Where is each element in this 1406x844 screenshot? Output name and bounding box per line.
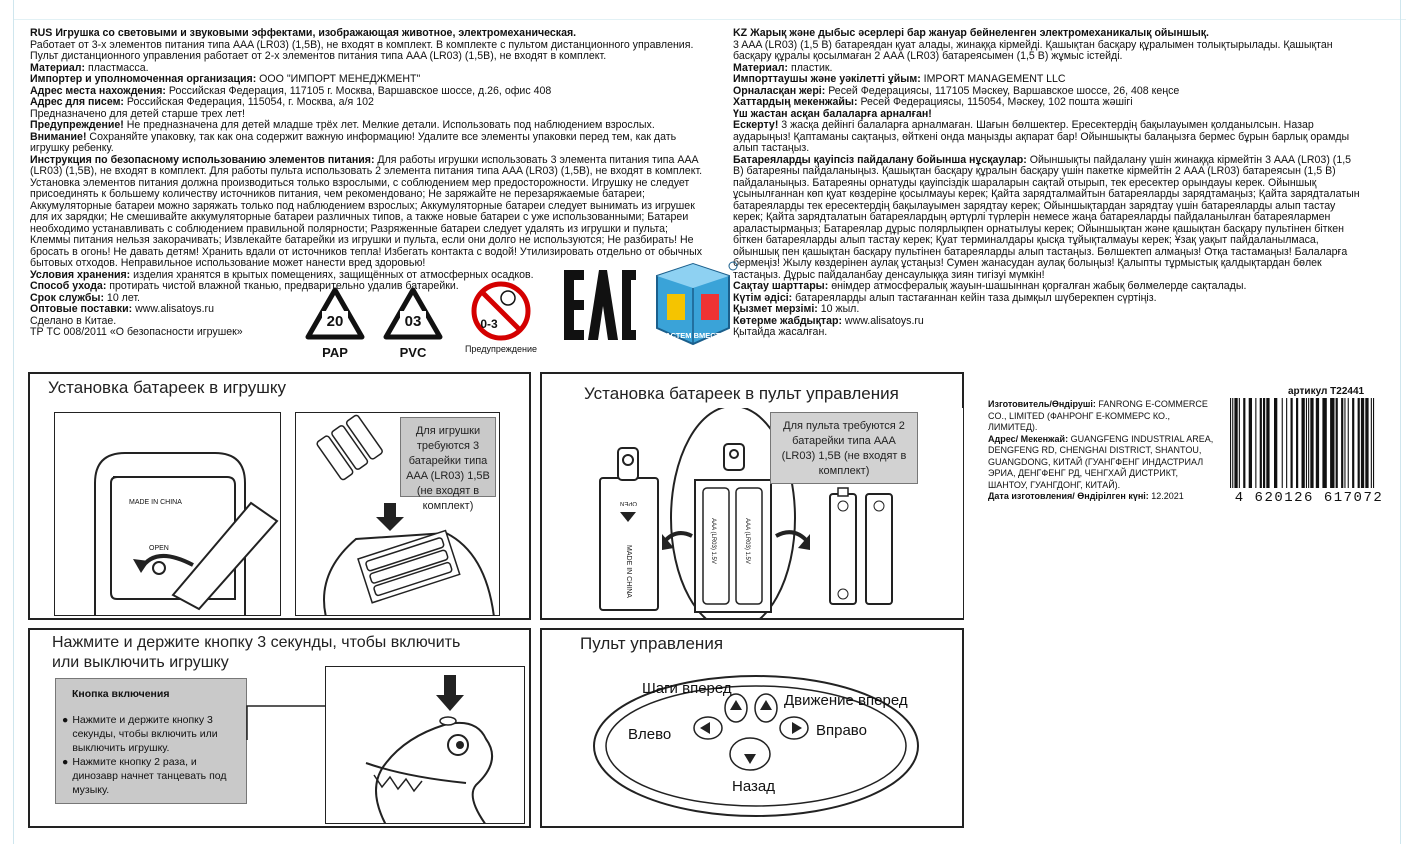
- toy-logo-text: РАСТЕМ ВМЕСТЕ: [660, 331, 726, 340]
- barcode-bar: [1310, 398, 1313, 488]
- kz-line-text: пайдаланыңыз. Батареяны орнатуды қауіпсіздік шараларын сақтай отырып, тек ересектер орындауы керек. Ойыншық: [733, 176, 1317, 189]
- power-bullet-2-text: Нажмите кнопку 2 раза, и динозавр начнет танцевать под музыку.: [72, 756, 227, 796]
- barcode-bar: [1348, 398, 1349, 488]
- ru-line-text: игрушку ребенку.: [30, 142, 114, 154]
- kz-line-text: Ойыншықты пайдалану үшін жинаққа кірмейтін 3 AAA (LR03) (1,5: [1026, 153, 1352, 166]
- kz-line-text: аударыңыз! Қаптаманы сақтаңыз, өйткені онда маңызды ақпарат бар! Ойыншықты балаңызға бермес бұрын барлық орамды: [733, 130, 1350, 143]
- power-bullet-2: ● Нажмите кнопку 2 раза, и динозавр начнет танцевать под музыку.: [62, 755, 240, 797]
- kz-line: [733, 316, 1393, 328]
- ru-line-text: Работает от 3-х элементов питания типа AAA (LR03) (1,5В), не входят в комплект. В комплекте с пультом дистанционного управления.: [30, 38, 694, 51]
- pap-label: PAP: [322, 345, 348, 360]
- kz-line-text: Ресей Федерациясы, 115054, Мәскеу, 102 пошта жәшігі: [857, 96, 1133, 108]
- barcode-bar: [1302, 398, 1305, 488]
- kz-line-bold: Хаттардың мекенжайы:: [733, 96, 858, 108]
- maker-text: FANRONG E-COMMERCE CO., LIMITED (ФАНРОНГ Е-КОММЕРС КО., ЛИМИТЕД).: [988, 399, 1208, 432]
- barcode-bar: [1266, 398, 1269, 488]
- ru-line-bold: Условия хранения:: [30, 268, 131, 281]
- ru-line-text: Пульт дистанционного управления работает от 2-х элементов питания типа AAA (LR03) (1,5В), не входят в комплект.: [30, 50, 607, 62]
- ru-line-text: Российская Федерация, 117105 г. Москва, Варшавское шоссе, д.26, офис 408: [165, 84, 552, 97]
- ru-line-bold: RUS: [30, 28, 53, 39]
- kz-line: [733, 327, 1393, 339]
- ru-line-text: (LR03) (1,5В), не входят в комплект. Для работы пульта использовать 2 элемента питания типа AAA (LR03) (1,5В), не входят в комплект.: [30, 165, 703, 177]
- remote-battery-title: Установка батареек в пульт управления: [584, 384, 899, 403]
- kz-line-bold: KZ: [733, 28, 748, 39]
- toy-battery-cover-illustration: [54, 412, 281, 616]
- power-button-panel: [28, 628, 531, 828]
- barcode: [1226, 398, 1394, 490]
- battery-label-1: AAA (LR03) 1.5V: [709, 518, 716, 564]
- remote-made-in-china-text: MADE IN CHINA: [624, 545, 632, 598]
- remote-control-panel: [540, 628, 964, 828]
- dino-illustration: [325, 666, 525, 824]
- barcode-bar: [1336, 398, 1338, 488]
- barcode-bar: [1274, 398, 1277, 488]
- barcode-bar: [1239, 398, 1240, 488]
- toy-battery-note: Для игрушки требуются 3 батарейки типа AAA (LR03) 1,5В (не входят в комплект): [400, 417, 496, 497]
- ru-line-text: Клеммы питания нельзя закорачивать; Извлекайте батарейки из игрушки и пульта, если они долго не используются; Не разбирать! Не: [30, 234, 694, 246]
- remote-control-title: Пульт управления: [580, 634, 724, 653]
- power-title-line2: или выключить игрушку: [52, 654, 229, 671]
- right-margin-strip: [1400, 0, 1406, 844]
- ru-line-text: бытовых отходов. Неправильное использование может нанести вред здоровью!: [30, 257, 426, 269]
- kz-line-bold: Күтім әдісі:: [733, 291, 793, 304]
- ru-line-text: Установка элементов питания должна производиться только взрослыми, с соблюдением мер предосторожности. Игрушку не следует: [30, 176, 690, 189]
- ru-line-bold: Материал:: [30, 61, 86, 74]
- remote-open-text: OPEN: [620, 500, 638, 506]
- barcode-bar: [1260, 398, 1262, 488]
- ru-line-bold: Способ ухода:: [30, 280, 107, 292]
- ru-line-text: 10 лет.: [103, 291, 140, 304]
- kazakh-text-column: [733, 28, 1393, 339]
- power-info-box: [55, 678, 247, 804]
- kz-line-text: Жарық және дыбыс әсерлері бар жануар бейнеленген электромеханикалық ойыншық.: [747, 28, 1209, 39]
- ru-line-bold: Внимание!: [30, 130, 87, 143]
- right-label: Вправо: [816, 722, 867, 739]
- ru-line-text: ТР ТС 008/2011 «О безопасности игрушек»: [30, 326, 243, 338]
- ru-line-bold: Срок службы:: [30, 291, 104, 304]
- barcode-bar: [1341, 398, 1343, 488]
- kz-line-bold: Қызмет мерзімі:: [733, 303, 818, 315]
- barcode-bar: [1322, 398, 1326, 488]
- ru-line-text: ООО "ИМПОРТ МЕНЕДЖМЕНТ": [256, 73, 421, 85]
- mfg-date-text: 12.2021: [1151, 491, 1184, 501]
- kz-line-text: Қытайда жасалған.: [733, 326, 828, 338]
- maker-label: Изготовитель/Өндіруші:: [988, 399, 1096, 409]
- barcode-bar: [1291, 398, 1293, 488]
- barcode-bar: [1306, 398, 1307, 488]
- eac-mark-icon: [562, 268, 638, 342]
- manufacturer-info: [988, 399, 1218, 503]
- ru-line-bold: Оптовые поставки:: [30, 303, 133, 315]
- ru-line-text: протирать чистой влажной тканью, предварительно удалив батарейки.: [106, 280, 459, 292]
- power-box-title: Кнопка включения: [72, 688, 170, 700]
- kz-line-text: 10 жыл.: [817, 303, 860, 315]
- ru-line-bold: Предупреждение!: [30, 119, 124, 131]
- ru-line-text: Предназначено для детей старше трех лет!: [30, 107, 245, 120]
- kz-line-text: ұсынылғаннан көп қуат көздеріне қосылмауы керек; Қайта зарядталмайтын батареяларды зарядтамаңыз; Қайта зарядталатын: [733, 188, 1360, 200]
- kz-line-bold: Орналасқан жері:: [733, 84, 826, 97]
- ru-line-text: Для работы игрушки использовать 3 элемента питания типа AAA: [374, 153, 699, 166]
- kz-line-text: алып тастаңыз.: [733, 142, 810, 154]
- toy-battery-panel: [28, 372, 531, 620]
- kz-line-bold: Импорттаушы және уәкілетті ұйым:: [733, 73, 921, 85]
- age-warning-icon: [466, 280, 536, 342]
- ru-line-text: Сохраняйте упаковку, так как она содержит важную информацию! Удалите все элементы упаковки перед тем, как дать: [86, 130, 677, 143]
- barcode-bar: [1282, 398, 1283, 488]
- age-label: 0-3: [480, 317, 498, 331]
- barcode-bar: [1365, 398, 1368, 488]
- kz-line-bold: Үш жастан асқан балаларға арналған!: [733, 107, 932, 120]
- barcode-bar: [1308, 398, 1309, 488]
- remote-battery-note: Для пульта требуются 2 батарейки типа AAA (LR03) 1,5В (не входят в комплект): [770, 412, 918, 484]
- kz-line-bold: Көтерме жабдықтар:: [733, 314, 842, 327]
- ru-line-text: присоединять к большему количеству источников питания, чем рекомендовано; Не заряжайте не перезаряжаемые батареи;: [30, 188, 645, 200]
- barcode-bar: [1230, 398, 1231, 488]
- made-in-china-text: MADE IN CHINA: [129, 499, 182, 506]
- ru-line: [30, 132, 730, 144]
- battery-label-2: AAA (LR03) 1.5V: [743, 518, 750, 564]
- ru-line-bold: Импортер и уполномоченная организация:: [30, 73, 257, 85]
- mfg-date-label: Дата изготовления/ Өндірілген күні:: [988, 491, 1149, 501]
- age-caption: Предупреждение: [464, 344, 538, 354]
- kz-line-text: B) батареяны пайдаланыңыз. Қашықтан басқару құралын басқару үшін пакетке кірмейтін 2 AAA (LR03) батареясын (1,5 B): [733, 165, 1336, 177]
- barcode-bar: [1296, 398, 1298, 488]
- power-bullet-1-text: Нажмите и держите кнопку 3 секунды, чтобы включить или выключить игрушку.: [72, 714, 218, 754]
- toy-battery-title: Установка батареек в игрушку: [48, 378, 287, 397]
- kz-line-text: IMPORT MANAGEMENT LLC: [920, 73, 1066, 85]
- barcode-bar: [1234, 398, 1237, 488]
- address-text: GUANGFENG INDUSTRIAL AREA, DENGFENG RD, CHENGHAI DISTRICT, SHANTOU, GUANGDONG, КИТАЙ (ГУАНГФЕНГ ИНДАСТРИАЛ ЭРИА, ДЕНГФЕНГ РД, ЧЕНГХАЙ ДИСТРИКТ, ШАНТОУ, ГУАНГДОНГ, КИТАЙ).: [988, 433, 1214, 490]
- kz-line-text: батареяларды алып тастағаннан кейін таза дымқыл шүберекпен сүртіңіз.: [792, 291, 1157, 304]
- kz-line-text: ойыншық пен қашықтан басқару пультінен батареяларды алып тастаңыз. Бөлшектеп алмаңыз! Отқа тастамаңыз! Балаларға: [733, 245, 1348, 258]
- pvc-label: PVC: [399, 345, 427, 360]
- ru-line-text: изделия хранятся в крытых помещениях, защищённых от атмосферных осадков.: [130, 268, 534, 281]
- top-margin-strip: [14, 0, 1406, 20]
- kz-line-text: пластик.: [788, 61, 833, 74]
- kz-line-text: араластырмаңыз; Батареялар дұрыс полярлықпен орнатылуы керек; Ойыншықтан және қашықтан басқару пультінен біткен: [733, 222, 1344, 235]
- pap-code-text: 20: [326, 313, 344, 330]
- kz-line-text: батареяларды тек ересектердің бақылауымен зарядтау керек; Ойыншықтардан зарядтау үшін батареяларды алып тастау: [733, 199, 1336, 212]
- power-bullet-1: ● Нажмите и держите кнопку 3 секунды, чтобы включить или выключить игрушку.: [62, 713, 240, 755]
- barcode-bar: [1361, 398, 1364, 488]
- kz-line-text: керек; Қайта зарядталатын батареялардың әртүрлі түрлерін немесе жаңа батареяларды пайдаланылған батареялармен: [733, 211, 1331, 223]
- kz-line-bold: Ескерту!: [733, 119, 779, 131]
- barcode-bar: [1232, 398, 1233, 488]
- power-title-line1: Нажмите и держите кнопку 3 секунды, чтобы включить: [52, 634, 461, 651]
- steps-forward-label: Шаги вперед: [642, 680, 732, 697]
- kz-line-text: 3 жасқа дейінгі балаларға арналмаған. Шағын бөлшектер. Ересектердің бақылауымен қолданылсын. Назар: [778, 119, 1314, 131]
- kz-line-bold: Сақтау шарттары:: [733, 280, 829, 292]
- barcode-bar: [1243, 398, 1245, 488]
- ru-line-text: для их зарядки; Не смешивайте аккумуляторные батареи различных типов, а также новые батареи с уже использованными; Батареи: [30, 211, 689, 223]
- ru-line-text: Российская Федерация, 115054, г. Москва, а/я 102: [123, 96, 374, 108]
- barcode-bar: [1255, 398, 1256, 488]
- kz-line-bold: Батареяларды қауіпсіз пайдалану бойынша нұсқаулар:: [733, 153, 1027, 166]
- kz-line-text: тастаңыз. Дұрыс пайдаланбау денсаулыққа зиян тигізуі мүмкін!: [733, 268, 1045, 281]
- barcode-bar: [1316, 398, 1319, 488]
- barcode-bar: [1249, 398, 1252, 488]
- barcode-bar: [1352, 398, 1354, 488]
- ru-line-text: Не предназначена для детей младше трёх лет. Мелкие детали. Использовать под наблюдением взрослых.: [123, 119, 655, 131]
- kz-line-text: бермеңіз! Жылу көздерінен аулақ ұстаңыз! Сумен жанасудан аулақ болыңыз! Қалыпты тұрмыстық қалдықтардан бөлек: [733, 257, 1322, 269]
- kz-line-text: біткен батареяларды алып тастау керек; Қуат терминалдары қысқа тұйықталмауы керек; Ұзақ уақыт пайдаланылмаса,: [733, 234, 1319, 246]
- ru-line-text: Аккумуляторные батареи можно заряжать только под наблюдением взрослых; Аккумуляторные батареи следует вынимать из игрушек: [30, 199, 695, 212]
- ru-line-text: Игрушка со световыми и звуковыми эффектами, изображающая животное, электромеханическая.: [52, 28, 577, 39]
- barcode-bar: [1330, 398, 1334, 488]
- ru-line-bold: Инструкция по безопасному использованию элементов питания:: [30, 153, 375, 166]
- left-margin-strip: [0, 0, 14, 844]
- kz-line-text: 3 AAA (LR03) (1,5 B) батареядан қуат алады, жинаққа кірмейді. Қашықтан басқару құралымен толықтырылады. Қашықтан: [733, 38, 1333, 51]
- move-forward-label: Движение вперед: [784, 692, 908, 709]
- open-text: OPEN: [149, 545, 169, 552]
- barcode-bar: [1373, 398, 1374, 488]
- toy-battery-insert-illustration: [295, 412, 500, 616]
- ru-line-text: бросать в огонь! Не давать детям! Хранить вдали от источников тепла! Избегать контакта с водой! Утилизировать отдельно от обычных: [30, 245, 703, 258]
- barcode-bar: [1344, 398, 1345, 488]
- kz-line-bold: Материал:: [733, 61, 789, 74]
- address-label: Адрес/ Мекенжай:: [988, 433, 1069, 444]
- article-label: артикул T22441: [1288, 386, 1365, 397]
- barcode-bar: [1286, 398, 1287, 488]
- toy-brand-logo: [647, 258, 739, 350]
- ru-line-text: Сделано в Китае.: [30, 314, 117, 327]
- ru-line-bold: Адрес места нахождения:: [30, 84, 166, 97]
- back-label: Назад: [732, 778, 775, 795]
- remote-battery-panel: [540, 372, 964, 620]
- barcode-bar: [1263, 398, 1265, 488]
- ru-line-bold: Адрес для писем:: [30, 96, 124, 108]
- kz-line-text: Ресей Федерациясы, 117105 Мәскеу, Варшавское шоссе, 26, 408 кеңсе: [825, 84, 1180, 97]
- ru-line-text: пластмасса.: [85, 61, 149, 74]
- ru-line-text: необходимо устанавливать с соблюдением правильной полярности; Разряженные батареи следует удалять из игрушки и пульта;: [30, 222, 668, 235]
- barcode-bar: [1358, 398, 1360, 488]
- barcode-digits: 4 620126 617072: [1234, 490, 1384, 506]
- ru-line-text: www.alisatoys.ru: [132, 303, 214, 315]
- pvc-code-text: 03: [404, 313, 422, 330]
- left-label: Влево: [628, 726, 672, 743]
- kz-line-text: басқару құралы қосылмаған 2 AAA (LR03) батареясымен (1,5 B) жұмыс істейді.: [733, 50, 1123, 62]
- barcode-bar: [1371, 398, 1372, 488]
- kz-line-text: өнімдер атмосфералық жауын-шашыннан қорғалған жабық бөлмелерде сақталады.: [828, 280, 1247, 292]
- kz-line: [733, 132, 1393, 144]
- kz-line-text: www.alisatoys.ru: [841, 314, 924, 327]
